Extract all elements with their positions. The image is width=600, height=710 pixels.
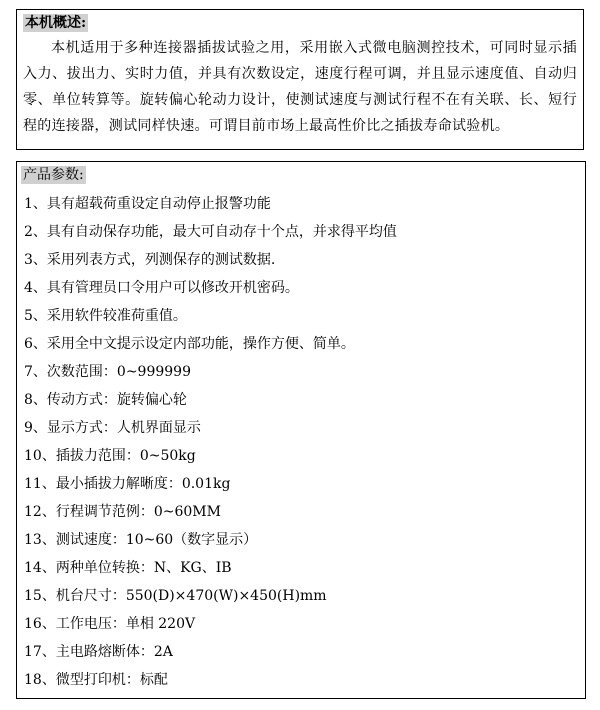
list-item: 5、采用软件较准荷重值。 (24, 308, 187, 324)
params-heading: 产品参数: (23, 167, 84, 183)
list-item: 4、具有管理员口令用户可以修改开机密码。 (24, 280, 299, 296)
overview-text: 本机适用于多种连接器插拔试验之用，采用嵌入式微电脑测控技术，可同时显示插入力、拔出力、实时力值，并具有次数设定，速度行程可调，并且显示速度值、自动归零、单位转算等。旋转偏心轮动力设计，使测试速度与测试行程不在有关联、长、短行程的连接器，测试同样快速。可谓目前市场上最高性价比之插拔寿命试验机。 (23, 40, 577, 134)
list-item: 8、传动方式：旋转偏心轮 (24, 392, 187, 408)
list-item: 18、微型打印机：标配 (24, 672, 168, 688)
list-item: 2、具有自动保存功能，最大可自动存十个点，并求得平均值 (24, 224, 397, 240)
list-item: 13、测试速度：10~60（数字显示） (24, 532, 258, 548)
params-list (21, 190, 581, 694)
list-item: 9、显示方式：人机界面显示 (24, 420, 201, 436)
overview-section (16, 9, 584, 150)
list-item: 12、行程调节范例：0~60MM (24, 504, 221, 520)
list-item: 3、采用列表方式，列测保存的测试数据. (24, 252, 276, 268)
list-item: 7、次数范围：0~999999 (24, 364, 191, 380)
overview-heading: 本机概述: (25, 15, 87, 31)
params-section (16, 161, 586, 699)
list-item: 10、插拔力范围：0~50kg (24, 448, 196, 464)
list-item: 1、具有超载荷重设定自动停止报警功能 (24, 196, 271, 212)
list-item: 11、最小插拔力解晰度：0.01kg (24, 476, 231, 492)
list-item: 16、工作电压：单相 220V (24, 616, 196, 632)
list-item: 17、主电路熔断体：2A (24, 644, 173, 660)
list-item: 6、采用全中文提示设定内部功能，操作方便、简单。 (24, 336, 355, 352)
list-item: 15、机台尺寸：550(D)×470(W)×450(H)mm (24, 588, 327, 604)
list-item: 14、两种单位转换：N、KG、IB (24, 560, 232, 576)
